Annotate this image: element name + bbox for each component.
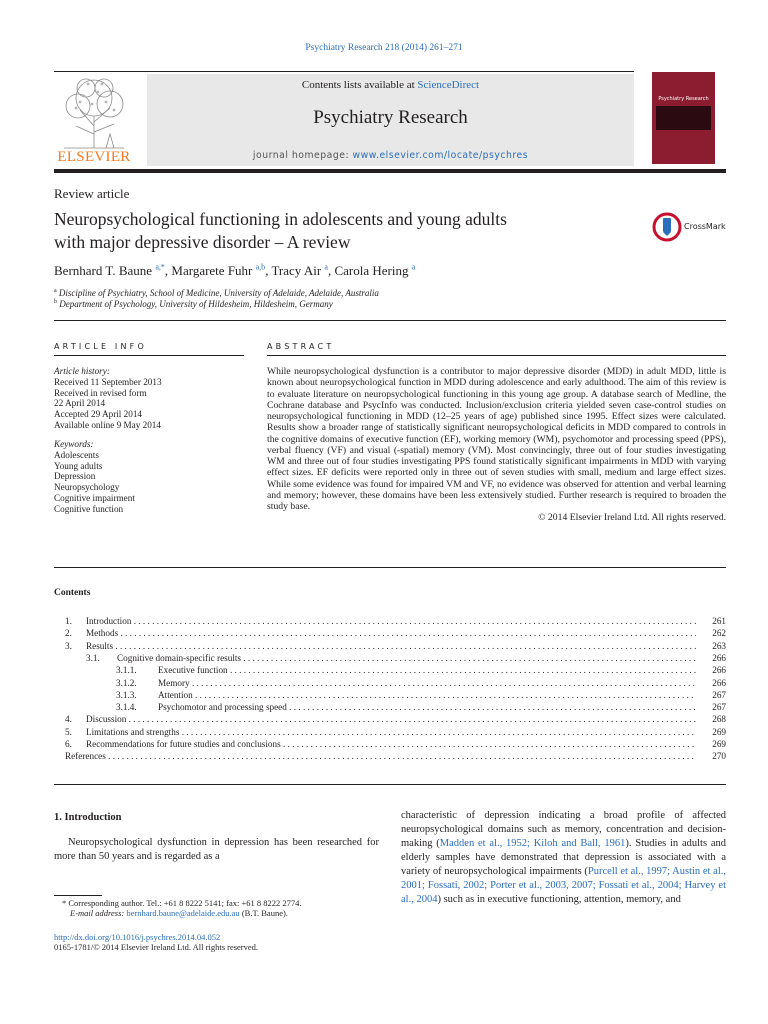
toc-entry[interactable] xyxy=(0,652,768,664)
toc-entry[interactable] xyxy=(0,627,768,639)
cover-title: Psychiatry Research xyxy=(658,96,709,102)
author xyxy=(271,263,334,278)
abstract-copyright: © 2014 Elsevier Ireland Ltd. All rights reserved. xyxy=(538,512,726,524)
abstract-heading: ABSTRACT xyxy=(267,342,335,351)
author xyxy=(171,263,271,278)
author xyxy=(54,263,171,278)
toc-title: Methods . . . xyxy=(86,627,696,639)
citation-link[interactable]: Madden et al., 1952; Kiloh and Ball, 1961 xyxy=(439,838,626,849)
author-name: Margarete Fuhr xyxy=(171,263,253,279)
article-info-heading: ARTICLE INFO xyxy=(54,342,147,351)
footnote-rule xyxy=(54,895,102,896)
issn-line: 0165-1781/© 2014 Elsevier Ireland Ltd. All rights reserved. xyxy=(54,942,259,952)
toc-title: Executive function . . . xyxy=(158,664,696,676)
toc-page-number: 266 xyxy=(700,652,726,664)
toc-title: Discussion . . . xyxy=(86,713,696,725)
author-list xyxy=(54,263,415,279)
sciencedirect-link[interactable]: ScienceDirect xyxy=(417,79,480,91)
header-rule xyxy=(54,71,634,72)
toc-title: Memory . . . xyxy=(158,677,696,689)
toc-page-number: 261 xyxy=(700,615,726,627)
keyword: Cognitive function xyxy=(54,503,124,514)
keywords xyxy=(54,439,244,515)
toc-entry[interactable] xyxy=(0,677,768,689)
toc-page-number: 267 xyxy=(700,701,726,713)
doi-link[interactable]: http://dx.doi.org/10.1016/j.psychres.2014.04.052 xyxy=(54,932,221,942)
section-rule xyxy=(54,320,726,321)
toc-number: 6. xyxy=(65,739,72,749)
article-title-line1: Neuropsychological functioning in adolescents and young adults xyxy=(54,209,507,229)
section-rule xyxy=(54,567,726,568)
article-title-line2: with major depressive disorder – A review xyxy=(54,232,351,252)
toc-page-number: 263 xyxy=(700,640,726,652)
affiliation xyxy=(54,299,333,309)
article-info-rule xyxy=(54,355,244,356)
toc-title: Introduction . . . xyxy=(86,615,696,627)
toc-title: References . . . xyxy=(65,750,696,762)
section-rule xyxy=(54,784,726,785)
journal-reference[interactable]: Psychiatry Research 218 (2014) 261–271 xyxy=(305,43,463,53)
body-left-column: Neuropsychological dysfunction in depression has been researched for more than 50 years and is regarded as a xyxy=(54,837,379,862)
toc-page-number: 269 xyxy=(700,738,726,750)
toc-number: 3.1. xyxy=(86,652,100,663)
keyword: Adolescents xyxy=(54,449,99,460)
history-item: Received 11 September 2013 xyxy=(54,376,162,387)
homepage-prefix: journal homepage: xyxy=(252,150,353,161)
author-sup[interactable]: a xyxy=(411,263,416,272)
toc-page-number: 268 xyxy=(700,713,726,725)
affiliation-text: Department of Psychology, University of Hildesheim, Hildesheim, Germany xyxy=(59,299,333,309)
toc-entry[interactable] xyxy=(0,713,768,725)
citation-link[interactable]: Purcell et al., 1997; Austin et al., 2001; Fossati, 2002; Porter et al., 2003, 2007; Fossati et al., 2004; Harvey et al., 2004 xyxy=(401,866,726,905)
toc-page-number: 270 xyxy=(700,750,726,762)
toc-entry[interactable] xyxy=(0,738,768,750)
toc-number: 3. xyxy=(65,640,72,651)
author-sep: , xyxy=(164,263,172,279)
publisher-name: ELSEVIER xyxy=(57,149,131,165)
toc-number: 2. xyxy=(65,628,72,639)
contents-heading: Contents xyxy=(54,588,91,598)
toc-entry[interactable] xyxy=(0,750,768,762)
body-text: ). Studies in adults and elderly samples have demonstrated that depression is associated with a variety of neuropsychological impairments ( xyxy=(401,838,726,877)
article-type: Review article xyxy=(54,186,130,201)
toc-entry[interactable] xyxy=(0,689,768,701)
toc-title: Attention . . . xyxy=(158,689,696,701)
author-sep: , xyxy=(265,263,272,279)
corresponding-author: * Corresponding author. Tel.: +61 8 8222 5141; fax: +61 8 8222 2774. xyxy=(62,898,302,908)
crossmark-icon xyxy=(652,212,682,242)
journal-banner xyxy=(147,74,634,166)
introduction-heading: 1. Introduction xyxy=(54,812,122,823)
cover-image-strip xyxy=(656,106,711,130)
email-link[interactable]: bernhard.baune@adelaide.edu.au xyxy=(126,908,240,918)
journal-homepage xyxy=(147,150,634,161)
toc-entry[interactable] xyxy=(0,701,768,713)
article-history xyxy=(54,366,244,431)
toc-number: 3.1.4. xyxy=(116,702,137,713)
toc-title: Cognitive domain-specific results . . . xyxy=(117,652,696,664)
toc-number: 4. xyxy=(65,714,72,725)
email-suffix: (B.T. Baune). xyxy=(239,908,288,918)
affiliation xyxy=(54,288,379,298)
affiliation-sup: a xyxy=(54,288,57,294)
history-label: Article history: xyxy=(54,366,110,376)
toc-number: 3.1.1. xyxy=(116,665,137,676)
author-name: Bernhard T. Baune xyxy=(54,263,153,279)
toc-page-number: 266 xyxy=(700,664,726,676)
toc-title: Psychomotor and processing speed . . . xyxy=(158,701,696,713)
abstract-rule xyxy=(267,355,726,356)
toc-number: 5. xyxy=(65,726,72,737)
body-right-column xyxy=(401,809,726,907)
abstract xyxy=(267,366,726,524)
toc-title: Limitations and strengths . . . xyxy=(86,726,696,738)
contents-available xyxy=(147,79,634,91)
keyword: Cognitive impairment xyxy=(54,492,135,503)
toc-entry[interactable] xyxy=(0,664,768,676)
history-item: Accepted 29 April 2014 xyxy=(54,409,143,420)
toc-number: 1. xyxy=(65,616,72,626)
author-sep: , xyxy=(327,263,335,279)
publisher-logo xyxy=(54,74,134,166)
keyword: Depression xyxy=(54,471,96,482)
article-title xyxy=(54,208,614,254)
journal-cover xyxy=(652,72,715,164)
abstract-text: While neuropsychological dysfunction is a contributor to major depressive disorder (MDD) in adult MDD, little is known about neuropsychological function in MDD during adolescence and early adulthood. The aim of this review is to evaluate literature on neuropsychological functioning in this young age group. A database search of Medline, the Cochrane database and PsycInfo was conducted. Inclusion/exclusion criteria yielded seven case-control studies on neuropsychological functioning in MDD (12–25 years of age) published since 1995. Effect sizes were calculated. Results show a broader range of statistically significant neuropsychological deficits in MDD compared to controls in the cognitive domains of executive function (EF), working memory (WM), psychomotor and processing speed (PPS), verbal fluency (VF) and visual (-spatial) memory (VM). Most convincingly, three out of four studies investigating WM and three out of four studies investigating PPS found statistically significant impairments in MDD with varying effect sizes. EF deficits were reported only in three out of seven studies with small, medium and large effect sizes. While some evidence was found for impaired VM and VF, no evidence was observed for attention and verbal learning and memory; however, these domains have been less extensively studied. Further research is required to broaden the study base. xyxy=(267,366,726,512)
toc-page-number: 269 xyxy=(700,726,726,738)
author-sup[interactable]: a,b xyxy=(255,263,266,272)
toc-page-number: 267 xyxy=(700,689,726,701)
crossmark-label: CrossMark xyxy=(684,222,726,231)
author-name: Tracy Air xyxy=(271,263,322,279)
crossmark-badge[interactable] xyxy=(652,212,732,242)
author-sup[interactable]: a xyxy=(324,263,328,272)
author-name: Carola Hering xyxy=(334,263,409,279)
toc-entry[interactable] xyxy=(0,726,768,738)
tree-icon xyxy=(54,74,134,152)
toc-entry[interactable] xyxy=(0,615,768,627)
header-thick-rule xyxy=(54,169,726,173)
affiliation-text: Discipline of Psychiatry, School of Medicine, University of Adelaide, Adelaide, Australia xyxy=(58,288,379,298)
keywords-label: Keywords: xyxy=(54,439,94,449)
keyword: Neuropsychology xyxy=(54,482,120,493)
journal-title: Psychiatry Research xyxy=(313,107,468,128)
toc-page-number: 266 xyxy=(700,677,726,689)
toc-title: Results . . . xyxy=(86,640,696,652)
keyword: Young adults xyxy=(54,460,103,471)
affiliation-sup: b xyxy=(54,299,57,305)
history-item: Available online 9 May 2014 xyxy=(54,419,161,430)
homepage-link[interactable]: www.elsevier.com/locate/psychres xyxy=(352,150,529,161)
body-text: ) such as in executive functioning, attention, memory, and xyxy=(437,894,681,905)
history-item: 22 April 2014 xyxy=(54,398,106,409)
author-sup[interactable]: a,* xyxy=(155,263,165,272)
toc-number: 3.1.2. xyxy=(116,677,137,688)
contents-prefix: Contents lists available at xyxy=(301,79,418,91)
history-item: Received in revised form xyxy=(54,387,147,398)
toc-entry[interactable] xyxy=(0,640,768,652)
author xyxy=(334,263,415,278)
toc-number: 3.1.3. xyxy=(116,689,137,700)
toc-page-number: 262 xyxy=(700,627,726,639)
email-line xyxy=(70,908,288,919)
email-label: E-mail address: xyxy=(70,908,127,918)
body-text: characteristic of depression indicating a broad profile of affected neuropsychological domains such as memory, concentration and decision-making ( xyxy=(401,810,726,849)
toc-title: Recommendations for future studies and conclusions . . . xyxy=(86,738,696,750)
